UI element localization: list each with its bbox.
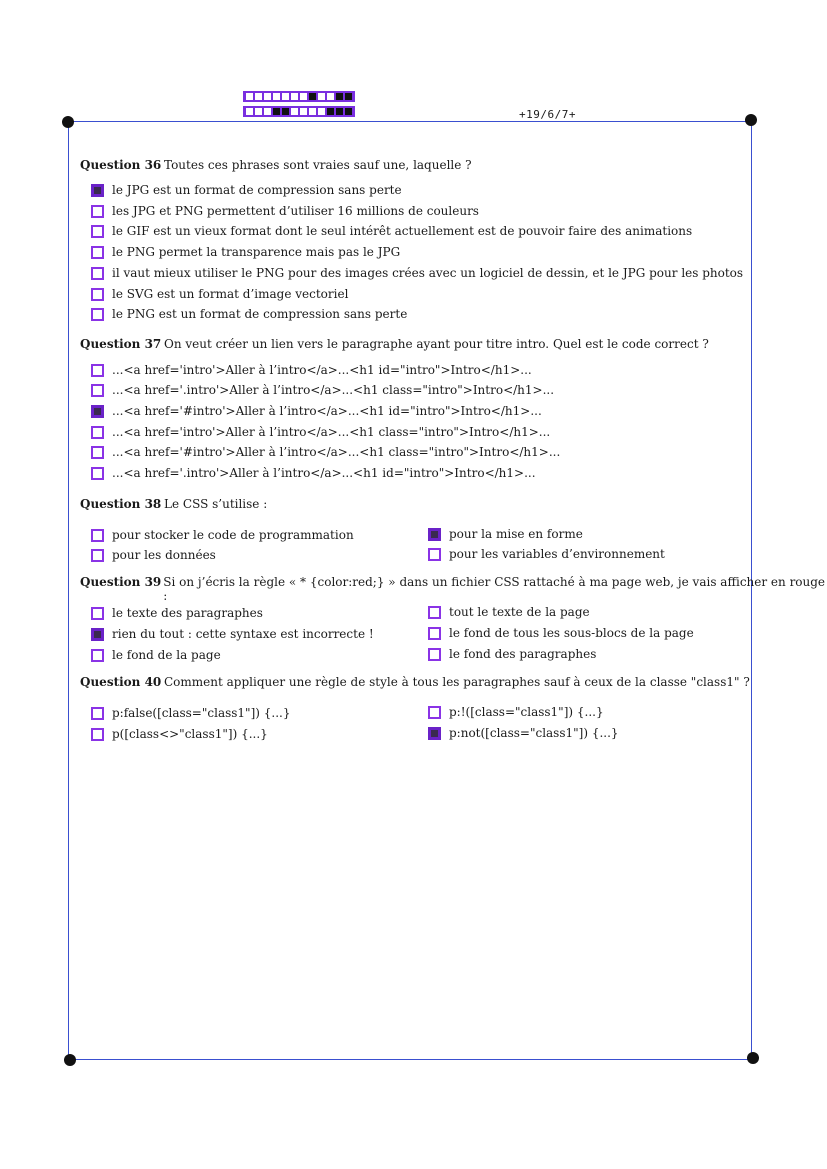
- option-label: le fond des paragraphes: [449, 647, 597, 661]
- option-label: il vaut mieux utiliser le PNG pour des images crées avec un logiciel de dessin, et le JPG pour les photos: [112, 266, 744, 280]
- question-36-option[interactable]: [91, 182, 402, 198]
- checkbox-checked[interactable]: [428, 727, 441, 740]
- checkbox[interactable]: [91, 649, 104, 662]
- option-label: ...<a href='#intro'>Aller à l’intro</a>...<h1 class="intro">Intro</h1>...: [112, 445, 561, 459]
- question-text: On veut créer un lien vers le paragraphe ayant pour titre intro. Quel est le code correct ?: [164, 337, 709, 351]
- question-37-option[interactable]: [91, 362, 532, 378]
- question-37-option[interactable]: [91, 382, 554, 398]
- barcode-cell: [318, 108, 325, 115]
- registration-mark-bottom-left: [64, 1054, 76, 1066]
- question-label: Question 38: [80, 497, 162, 511]
- checkbox[interactable]: [91, 446, 104, 459]
- checkbox[interactable]: [91, 384, 104, 397]
- question-36-option[interactable]: [91, 306, 407, 322]
- question-37-option[interactable]: [91, 403, 542, 419]
- option-label: ...<a href='.intro'>Aller à l’intro</a>...<h1 class="intro">Intro</h1>...: [112, 383, 555, 397]
- option-label: tout le texte de la page: [449, 605, 590, 619]
- barcode-cell: [291, 108, 298, 115]
- question-label: Question 39: [80, 575, 162, 589]
- barcode-cell: [255, 108, 262, 115]
- checkbox[interactable]: [91, 607, 104, 620]
- checkbox[interactable]: [428, 648, 441, 661]
- option-label: ...<a href='intro'>Aller à l’intro</a>...<h1 id="intro">Intro</h1>...: [112, 363, 532, 377]
- barcode-cell: [264, 108, 271, 115]
- question-36-option[interactable]: [91, 286, 348, 302]
- question-text: Toutes ces phrases sont vraies sauf une, laquelle ?: [164, 158, 472, 172]
- checkbox[interactable]: [91, 205, 104, 218]
- option-label: pour les variables d’environnement: [449, 547, 665, 561]
- option-label: p:not([class="class1"]) {...}: [449, 726, 619, 740]
- barcode-cell: [327, 93, 334, 100]
- option-label: le PNG permet la transparence mais pas le JPG: [112, 245, 401, 259]
- checkbox[interactable]: [91, 246, 104, 259]
- barcode-cell: [318, 93, 325, 100]
- question-38-header: [80, 497, 267, 511]
- option-label: ...<a href='.intro'>Aller à l’intro</a>...<h1 id="intro">Intro</h1>...: [112, 466, 536, 480]
- question-37-option[interactable]: [91, 465, 536, 481]
- question-39-option[interactable]: [428, 625, 694, 641]
- registration-mark-top-right: [745, 114, 757, 126]
- barcode-cell: [255, 93, 262, 100]
- question-40-option[interactable]: [91, 726, 268, 742]
- question-36-option[interactable]: [91, 265, 743, 281]
- checkbox[interactable]: [428, 548, 441, 561]
- question-38-option[interactable]: [428, 526, 583, 542]
- barcode-cell: [327, 108, 334, 115]
- question-39-option[interactable]: [91, 626, 374, 642]
- question-39-option[interactable]: [91, 605, 263, 621]
- barcode-cell: [282, 93, 289, 100]
- option-label: le JPG est un format de compression sans perte: [112, 183, 402, 197]
- checkbox[interactable]: [91, 225, 104, 238]
- question-label: Question 37: [80, 337, 162, 351]
- checkbox[interactable]: [91, 549, 104, 562]
- question-37-option[interactable]: [91, 424, 550, 440]
- page-code: +19/6/7+: [519, 108, 576, 121]
- option-label: p([class<>"class1"]) {...}: [112, 727, 268, 741]
- option-label: le fond de tous les sous-blocs de la page: [449, 626, 694, 640]
- question-36-option[interactable]: [91, 244, 400, 260]
- option-label: le SVG est un format d’image vectoriel: [112, 287, 349, 301]
- barcode-cell: [336, 93, 343, 100]
- checkbox[interactable]: [91, 529, 104, 542]
- option-label: ...<a href='intro'>Aller à l’intro</a>...<h1 class="intro">Intro</h1>...: [112, 425, 551, 439]
- question-36-option[interactable]: [91, 223, 692, 239]
- question-40-option[interactable]: [428, 704, 604, 720]
- question-text: Le CSS s’utilise :: [164, 497, 268, 511]
- question-39-option[interactable]: [428, 646, 596, 662]
- option-label: p:false([class="class1"]) {...}: [112, 706, 291, 720]
- checkbox-checked[interactable]: [91, 184, 104, 197]
- option-label: le fond de la page: [112, 648, 221, 662]
- option-label: ...<a href='#intro'>Aller à l’intro</a>...<h1 id="intro">Intro</h1>...: [112, 404, 542, 418]
- option-label: pour la mise en forme: [449, 527, 583, 541]
- question-37-option[interactable]: [91, 444, 560, 460]
- barcode-cell: [345, 108, 352, 115]
- barcode-cell: [309, 93, 316, 100]
- question-text: Comment appliquer une règle de style à tous les paragraphes sauf à ceux de la classe "class1" ?: [164, 675, 750, 689]
- checkbox-checked[interactable]: [91, 628, 104, 641]
- registration-mark-top-left: [62, 116, 74, 128]
- question-38-option[interactable]: [428, 546, 665, 562]
- checkbox-checked[interactable]: [91, 405, 104, 418]
- question-36-header: [80, 158, 472, 172]
- checkbox-checked[interactable]: [428, 528, 441, 541]
- checkbox[interactable]: [428, 627, 441, 640]
- question-36-option[interactable]: [91, 203, 479, 219]
- question-37-header: [80, 337, 709, 351]
- checkbox[interactable]: [91, 267, 104, 280]
- barcode-cell: [246, 108, 253, 115]
- barcode-cell: [282, 108, 289, 115]
- barcode-cell: [264, 93, 271, 100]
- question-label: Question 36: [80, 158, 162, 172]
- question-text: Si on j’écris la règle « * {color:red;} » dans un fichier CSS rattaché à ma page web, je vais afficher en rouge :: [163, 575, 826, 603]
- barcode-cell: [291, 93, 298, 100]
- question-38-option[interactable]: [91, 547, 216, 563]
- page-id-barcode-row-2: [243, 106, 355, 117]
- question-40-header: [80, 675, 750, 689]
- question-40-option[interactable]: [428, 725, 619, 741]
- barcode-cell: [273, 93, 280, 100]
- barcode-cell: [300, 93, 307, 100]
- page-id-barcode-row-1: [243, 91, 355, 102]
- question-40-option[interactable]: [91, 705, 290, 721]
- barcode-cell: [345, 93, 352, 100]
- question-39-option[interactable]: [91, 647, 221, 663]
- registration-mark-bottom-right: [747, 1052, 759, 1064]
- option-label: p:!([class="class1"]) {...}: [449, 705, 604, 719]
- option-label: le PNG est un format de compression sans perte: [112, 307, 408, 321]
- checkbox[interactable]: [91, 308, 104, 321]
- checkbox[interactable]: [91, 288, 104, 301]
- option-label: rien du tout : cette syntaxe est incorrecte !: [112, 627, 374, 641]
- barcode-cell: [300, 108, 307, 115]
- barcode-cell: [273, 108, 280, 115]
- option-label: pour stocker le code de programmation: [112, 528, 354, 542]
- option-label: le texte des paragraphes: [112, 606, 263, 620]
- option-label: les JPG et PNG permettent d’utiliser 16 millions de couleurs: [112, 204, 479, 218]
- checkbox[interactable]: [91, 426, 104, 439]
- checkbox[interactable]: [91, 467, 104, 480]
- question-39-option[interactable]: [428, 604, 590, 620]
- option-label: le GIF est un vieux format dont le seul intérêt actuellement est de pouvoir faire des animations: [112, 224, 693, 238]
- question-38-option[interactable]: [91, 527, 354, 543]
- checkbox[interactable]: [428, 706, 441, 719]
- checkbox[interactable]: [91, 728, 104, 741]
- barcode-cell: [309, 108, 316, 115]
- checkbox[interactable]: [91, 364, 104, 377]
- question-label: Question 40: [80, 675, 162, 689]
- question-39-header: [80, 575, 827, 603]
- checkbox[interactable]: [91, 707, 104, 720]
- barcode-cell: [246, 93, 253, 100]
- barcode-cell: [336, 108, 343, 115]
- option-label: pour les données: [112, 548, 216, 562]
- checkbox[interactable]: [428, 606, 441, 619]
